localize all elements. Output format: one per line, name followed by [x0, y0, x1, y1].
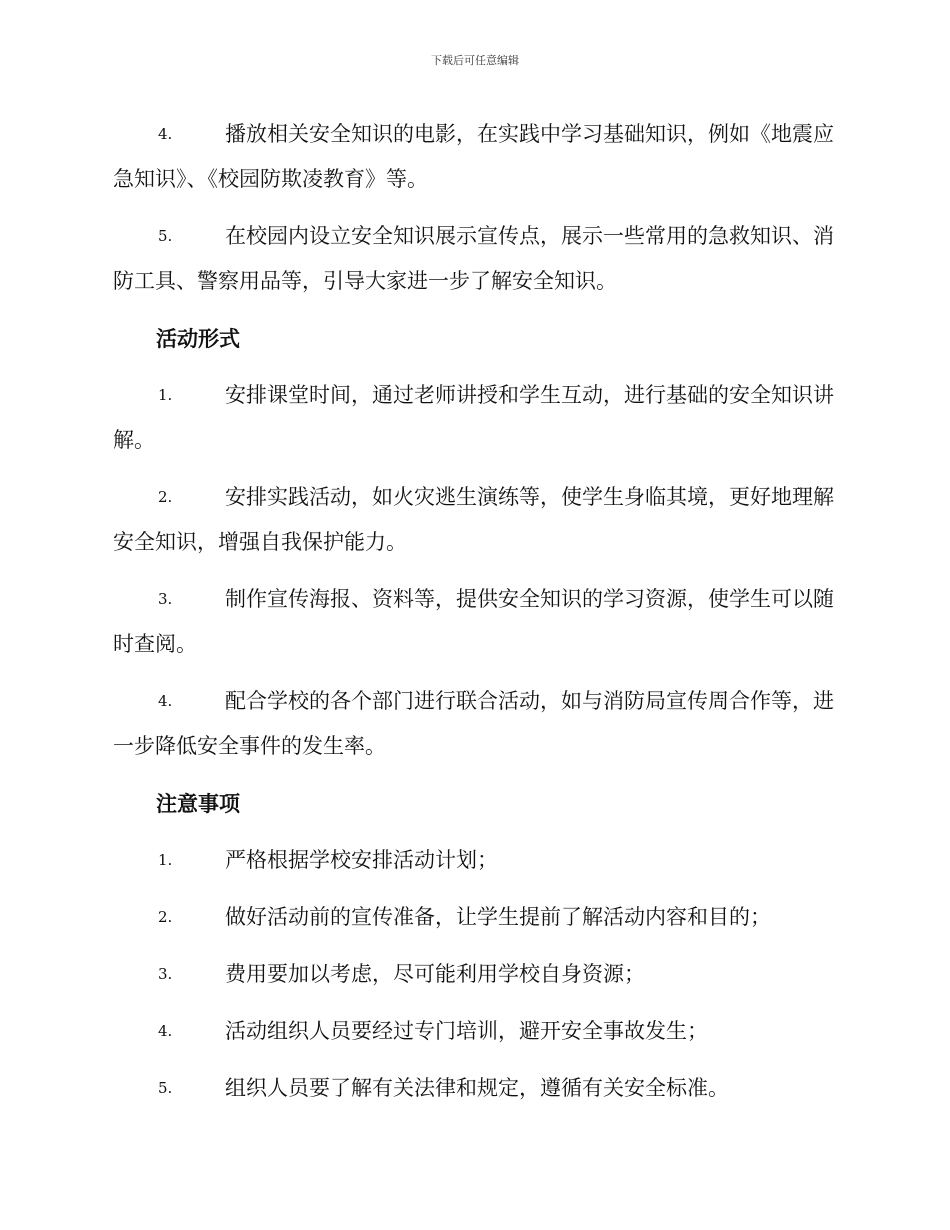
section-heading: 活动形式 — [156, 326, 240, 351]
list-item-number: 4. — [158, 125, 173, 143]
page-header: 下载后可任意编辑 — [431, 54, 519, 67]
list-item-text: 配合学校的各个部门进行联合活动，如与消防局宣传周合作等，进一步降低安全事件的发生率。 — [113, 689, 834, 758]
list-item-text: 安排实践活动，如火灾逃生演练等，使学生身临其境，更好地理解安全知识，增强自我保护能力。 — [113, 485, 834, 554]
list-item-text: 做好活动前的宣传准备，让学生提前了解活动内容和目的； — [225, 905, 771, 929]
list-item-number: 3. — [158, 590, 173, 608]
list-item-number: 3. — [158, 965, 173, 983]
list-item — [113, 475, 837, 565]
list-item-number: 2. — [158, 908, 173, 926]
list-item — [113, 112, 837, 202]
list-item-number: 5. — [158, 227, 173, 245]
document-body — [113, 112, 837, 1111]
list-item — [113, 895, 837, 940]
list-item-number: 4. — [158, 1022, 173, 1040]
list-item-number: 2. — [158, 488, 173, 506]
section-heading: 注意事项 — [156, 791, 240, 816]
list-item-text: 费用要加以考虑，尽可能利用学校自身资源； — [225, 962, 645, 986]
list-item — [113, 838, 837, 883]
list-item-text: 在校园内设立安全知识展示宣传点，展示一些常用的急救知识、消防工具、警察用品等，引导大家进一步了解安全知识。 — [113, 224, 834, 293]
list-item — [113, 577, 837, 667]
list-item — [113, 1009, 837, 1054]
list-item-number: 1. — [158, 386, 173, 404]
list-item — [113, 952, 837, 997]
list-item-number: 5. — [158, 1079, 173, 1097]
list-item-text: 制作宣传海报、资料等，提供安全知识的学习资源，使学生可以随时查阅。 — [113, 587, 834, 656]
list-item-number: 4. — [158, 692, 173, 710]
list-item — [113, 1066, 837, 1111]
list-item-text: 安排课堂时间，通过老师讲授和学生互动，进行基础的安全知识讲解。 — [113, 383, 834, 452]
list-item-text: 严格根据学校安排活动计划； — [225, 848, 498, 872]
list-item-text: 活动组织人员要经过专门培训，避开安全事故发生； — [225, 1019, 708, 1043]
list-item — [113, 214, 837, 304]
list-item — [113, 679, 837, 769]
list-item-text: 组织人员要了解有关法律和规定，遵循有关安全标准。 — [225, 1076, 729, 1100]
list-item-number: 1. — [158, 851, 173, 869]
list-item-text: 播放相关安全知识的电影，在实践中学习基础知识，例如《地震应急知识》、《校园防欺凌教育》等。 — [113, 122, 834, 191]
list-item — [113, 373, 837, 463]
